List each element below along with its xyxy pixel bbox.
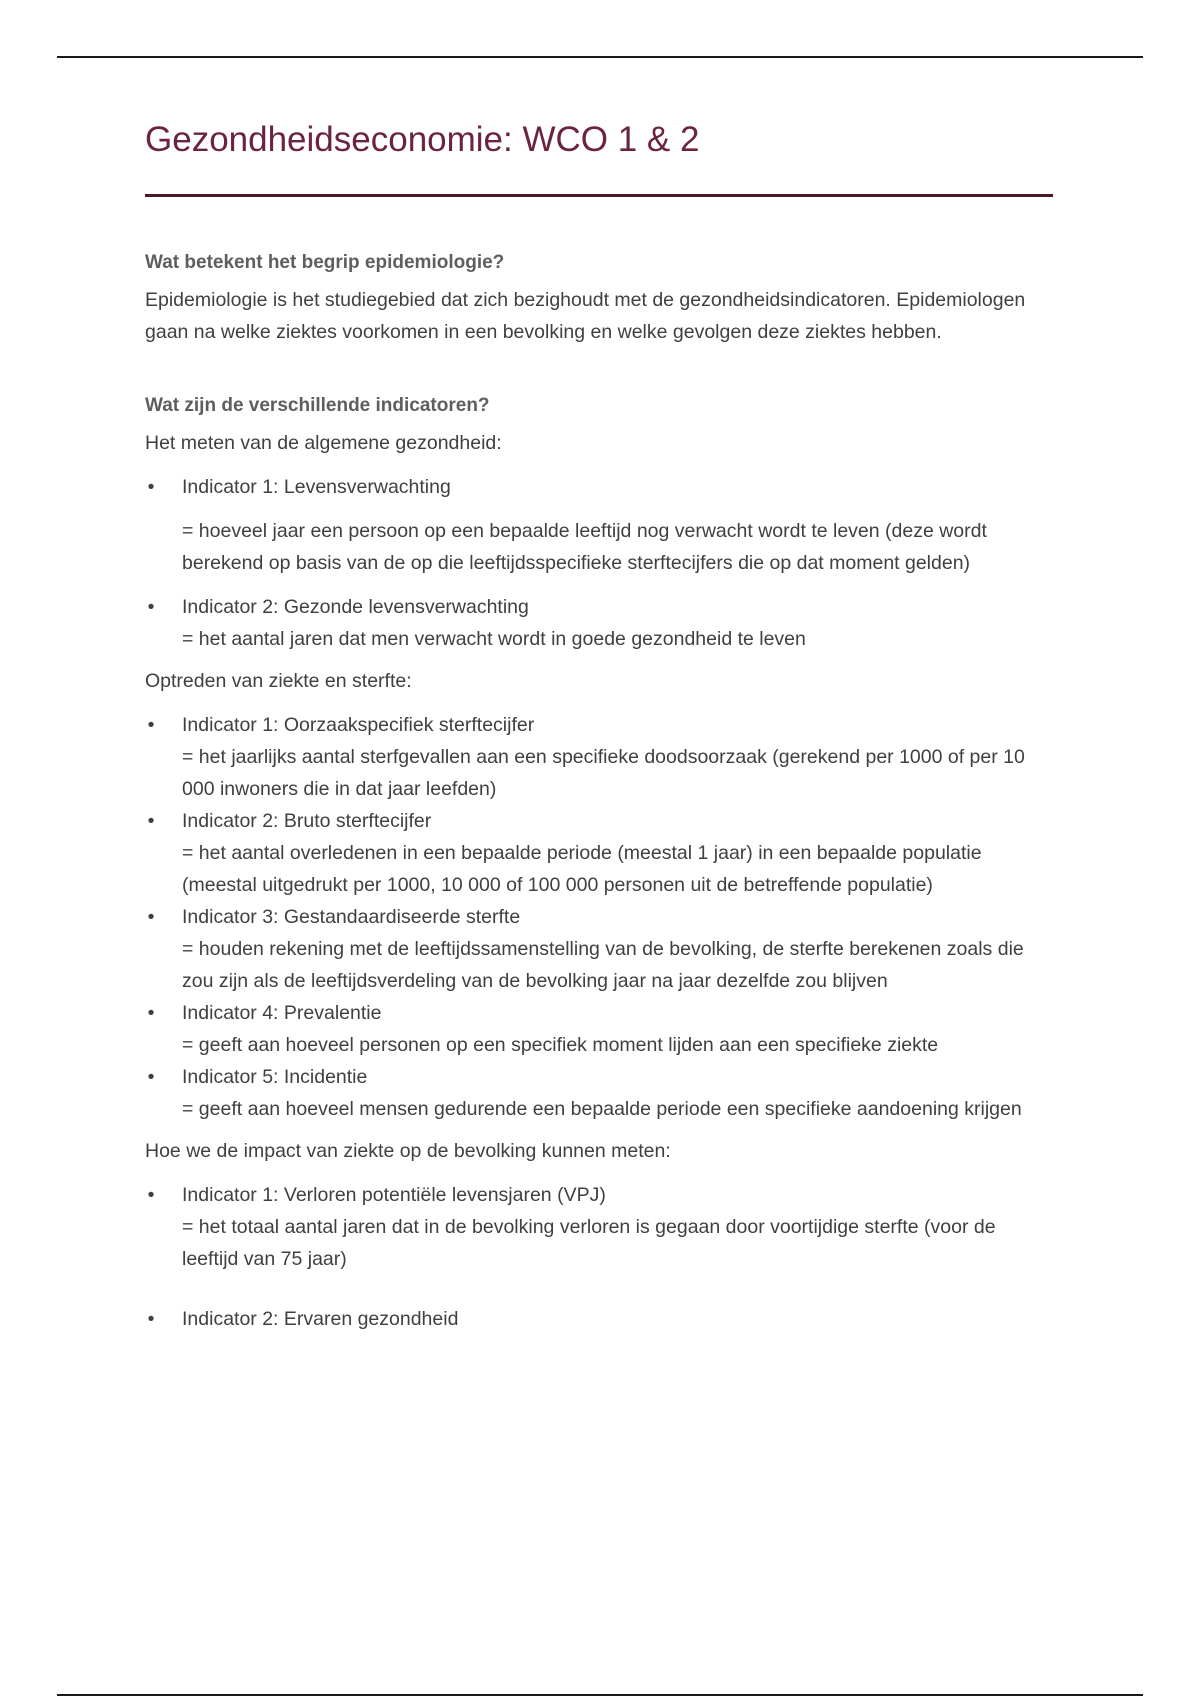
indicator-definition: = het totaal aantal jaren dat in de bevolking verloren is gegaan door voortijdige sterfte (voor de leeftijd van 75 jaar) — [182, 1216, 996, 1270]
indicator-label: Indicator 4: Prevalentie — [182, 1002, 382, 1024]
indicator-definition: = het aantal jaren dat men verwacht wordt in goede gezondheid te leven — [182, 628, 806, 650]
list-item — [145, 1303, 1053, 1335]
section-heading-ziekte-sterfte: Optreden van ziekte en sterfte: — [145, 670, 412, 692]
list-item — [145, 805, 1053, 901]
bullet-icon: • — [147, 810, 155, 832]
indicator-label: Indicator 1: Oorzaakspecifiek sterftecijfer — [182, 714, 535, 736]
list-item — [145, 471, 1053, 579]
bullet-icon: • — [147, 476, 155, 498]
question-epidemiologie: Wat betekent het begrip epidemiologie? — [145, 252, 505, 273]
bullet-icon: • — [147, 1308, 155, 1330]
bullet-icon: • — [147, 1002, 155, 1024]
bullet-icon: • — [147, 906, 155, 928]
list-impact — [145, 1179, 1053, 1335]
indicator-label: Indicator 2: Ervaren gezondheid — [182, 1308, 459, 1330]
indicator-label: Indicator 5: Incidentie — [182, 1066, 368, 1088]
header-rule — [57, 56, 1143, 58]
indicator-label: Indicator 1: Levensverwachting — [182, 476, 451, 498]
list-item — [145, 1179, 1053, 1275]
footer-rule — [57, 1694, 1143, 1696]
section-heading-algemene-gezondheid: Het meten van de algemene gezondheid: — [145, 432, 502, 454]
document-body — [145, 118, 1053, 1335]
indicator-definition: = het aantal overledenen in een bepaalde periode (meestal 1 jaar) in een bepaalde populatie (meestal uitgedrukt per 1000, 10 000 of 100 000 personen uit de betreffende populatie) — [182, 842, 982, 896]
list-algemene-gezondheid — [145, 471, 1053, 655]
list-item — [145, 997, 1053, 1061]
indicator-definition: = het jaarlijks aantal sterfgevallen aan een specifieke doodsoorzaak (gerekend per 1000 of per 10 000 inwoners die in dat jaar leefden) — [182, 746, 1025, 800]
bullet-icon: • — [147, 1184, 155, 1206]
indicator-label: Indicator 3: Gestandaardiseerde sterfte — [182, 906, 521, 928]
answer-epidemiologie: Epidemiologie is het studiegebied dat zich bezighoudt met de gezondheidsindicatoren. Epidemiologen gaan na welke ziektes voorkomen in een bevolking en welke gevolgen deze ziektes hebben. — [145, 289, 1026, 343]
indicator-label: Indicator 2: Bruto sterftecijfer — [182, 810, 432, 832]
list-item — [145, 709, 1053, 805]
indicator-label: Indicator 2: Gezonde levensverwachting — [182, 596, 529, 618]
bullet-icon: • — [147, 1066, 155, 1088]
indicator-label: Indicator 1: Verloren potentiële levensjaren (VPJ) — [182, 1184, 606, 1206]
page-title: Gezondheidseconomie: WCO 1 & 2 — [145, 120, 700, 159]
section-heading-impact: Hoe we de impact van ziekte op de bevolking kunnen meten: — [145, 1140, 671, 1162]
question-indicatoren: Wat zijn de verschillende indicatoren? — [145, 395, 490, 416]
indicator-definition: = geeft aan hoeveel personen op een specifiek moment lijden aan een specifieke ziekte — [182, 1034, 939, 1056]
list-item — [145, 591, 1053, 655]
indicator-definition: = houden rekening met de leeftijdssamenstelling van de bevolking, de sterfte berekenen zoals die zou zijn als de leeftijdsverdeling van de bevolking jaar na jaar dezelfde zou blijven — [182, 938, 1024, 992]
list-ziekte-sterfte — [145, 709, 1053, 1125]
bullet-icon: • — [147, 596, 155, 618]
list-item — [145, 1061, 1053, 1125]
title-underline — [145, 194, 1053, 197]
indicator-definition: = geeft aan hoeveel mensen gedurende een bepaalde periode een specifieke aandoening krijgen — [182, 1098, 1022, 1120]
indicator-definition: = hoeveel jaar een persoon op een bepaalde leeftijd nog verwacht wordt te leven (deze wordt berekend op basis van de op die leeftijdsspecifieke sterftecijfers die op dat moment gelden) — [182, 520, 987, 574]
bullet-icon: • — [147, 714, 155, 736]
list-item — [145, 901, 1053, 997]
